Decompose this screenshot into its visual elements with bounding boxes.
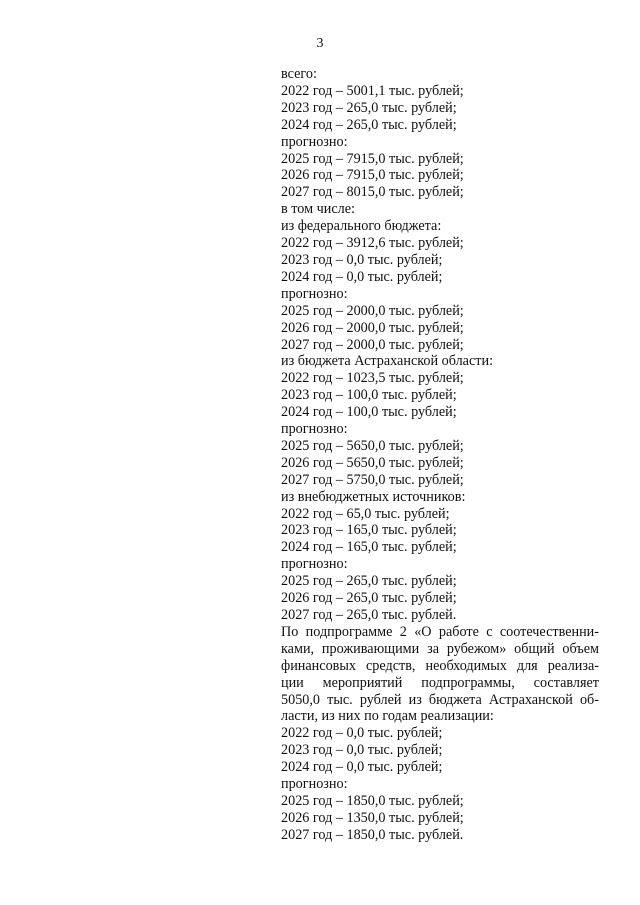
text-line: 2023 год – 0,0 тыс. рублей; (281, 251, 443, 268)
funding-list (281, 66, 599, 624)
text-line: 2026 год – 7915,0 тыс. рублей; (281, 167, 464, 184)
text-line: 2024 год – 165,0 тыс. рублей; (281, 539, 457, 556)
text-line: 2023 год – 165,0 тыс. рублей; (281, 522, 457, 539)
text-line: 2023 год – 100,0 тыс. рублей; (281, 387, 457, 404)
subprogram-funding-list (281, 725, 599, 843)
text-line: 2025 год – 7915,0 тыс. рублей; (281, 150, 464, 167)
text-line: прогнозно: (281, 556, 348, 573)
text-line: 2027 год – 8015,0 тыс. рублей; (281, 184, 464, 201)
text-line: 2026 год – 2000,0 тыс. рублей; (281, 319, 464, 336)
text-line: из внебюджетных источников: (281, 488, 466, 505)
text-line: 2022 год – 1023,5 тыс. рублей; (281, 370, 464, 387)
paragraph-line: ками, проживающими за рубежом» общий объем (281, 640, 599, 657)
paragraph-line: ласти, из них по годам реализации: (281, 708, 494, 725)
text-line: 2024 год – 0,0 тыс. рублей; (281, 759, 443, 776)
text-line: прогнозно: (281, 421, 348, 438)
text-line: 2022 год – 5001,1 тыс. рублей; (281, 82, 464, 99)
text-line: 2023 год – 265,0 тыс. рублей; (281, 99, 457, 116)
text-line: в том числе: (281, 201, 355, 218)
document-text (281, 66, 599, 844)
text-line: 2024 год – 0,0 тыс. рублей; (281, 268, 443, 285)
text-line: прогнозно: (281, 133, 348, 150)
paragraph-line: По подпрограмме 2 «О работе с соотечественни- (281, 623, 599, 640)
text-line: из федерального бюджета: (281, 218, 442, 235)
subprogram-paragraph (281, 624, 599, 725)
text-line: 2026 год – 5650,0 тыс. рублей; (281, 454, 464, 471)
text-line: 2022 год – 3912,6 тыс. рублей; (281, 235, 464, 252)
paragraph-line: ции мероприятий подпрограммы, составляет (281, 674, 599, 691)
text-line: 2024 год – 265,0 тыс. рублей; (281, 116, 457, 133)
text-line: 2025 год – 1850,0 тыс. рублей; (281, 792, 464, 809)
text-line: прогнозно: (281, 776, 348, 793)
text-line: 2027 год – 1850,0 тыс. рублей. (281, 826, 464, 843)
text-line: 2022 год – 0,0 тыс. рублей; (281, 725, 443, 742)
text-line: 2027 год – 5750,0 тыс. рублей; (281, 471, 464, 488)
page-number: 3 (316, 36, 324, 51)
paragraph-line: финансовых средств, необходимых для реализа- (281, 657, 599, 674)
text-line: 2027 год – 265,0 тыс. рублей. (281, 607, 457, 623)
text-line: 2026 год – 1350,0 тыс. рублей; (281, 809, 464, 826)
text-line: 2025 год – 5650,0 тыс. рублей; (281, 437, 464, 454)
text-line: из бюджета Астраханской области: (281, 353, 494, 370)
text-line: 2023 год – 0,0 тыс. рублей; (281, 742, 443, 759)
text-line: 2026 год – 265,0 тыс. рублей; (281, 590, 457, 607)
paragraph-line: 5050,0 тыс. рублей из бюджета Астраханской об- (281, 691, 599, 708)
text-line: всего: (281, 66, 317, 82)
text-line: 2024 год – 100,0 тыс. рублей; (281, 404, 457, 421)
text-line: 2027 год – 2000,0 тыс. рублей; (281, 336, 464, 353)
text-line: 2025 год – 265,0 тыс. рублей; (281, 573, 457, 590)
text-line: прогнозно: (281, 285, 348, 302)
text-line: 2022 год – 65,0 тыс. рублей; (281, 505, 450, 522)
text-line: 2025 год – 2000,0 тыс. рублей; (281, 302, 464, 319)
